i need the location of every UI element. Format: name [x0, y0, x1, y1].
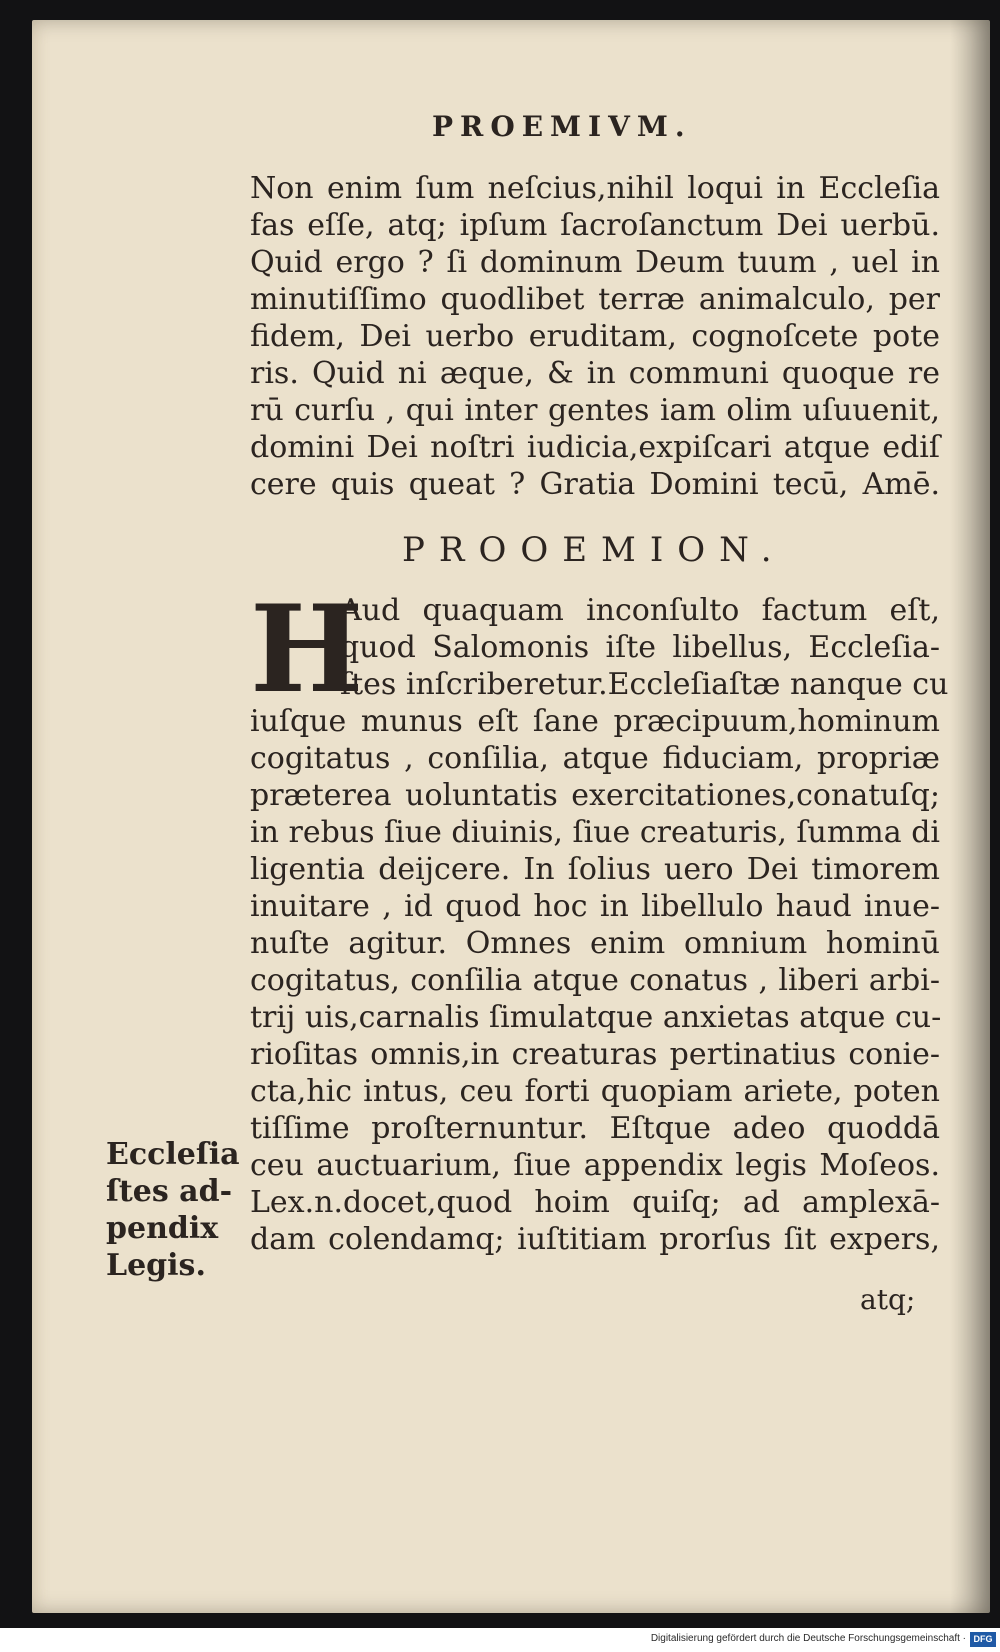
text-line: cere quis queat ? Gratia Domini tecū, Amē. [250, 467, 940, 502]
dfg-logo: DFG [970, 1632, 996, 1647]
text-line: quod Salomonis iſte libellus, Eccleſia- [340, 630, 940, 665]
paragraph-prooemion [250, 579, 949, 1258]
text-line: Aud quaquam inconſulto factum eſt, [340, 593, 940, 628]
text-line: trij uis,carnalis ſimulatque anxietas atque cu- [250, 1000, 942, 1035]
margin-note-line: Eccleſia [106, 1137, 240, 1172]
text-line: in rebus ſiue diuinis, ſiue creaturis, ſumma di [250, 815, 940, 850]
text-line: ceu auctuarium, ſiue appendix legis Moſeos. [250, 1148, 940, 1183]
text-line: cogitatus , conſilia, atque fiduciam, propriæ [250, 741, 940, 776]
text-line: nuſte agitur. Omnes enim omnium hominū [250, 926, 940, 961]
text-line: ligentia deijcere. In ſolius uero Dei timorem [250, 852, 940, 887]
text-line: domini Dei noſtri iudicia,expiſcari atque ediſ [250, 430, 940, 465]
catchword: atq; [860, 1283, 916, 1316]
text-line: tiſſime proſternuntur. Eſtque adeo quoddā [250, 1111, 940, 1146]
text-line: cta,hic intus, ceu forti quopiam ariete, poten [250, 1074, 940, 1109]
drop-capital: H [250, 579, 364, 720]
text-line: ſtes inſcriberetur.Eccleſiaſtæ nanque cu [340, 667, 949, 702]
section-title: PROOEMION. [402, 530, 786, 570]
text-line: minutiſſimo quodlibet terræ animalculo, per [250, 282, 940, 317]
text-line: Quid ergo ? ſi dominum Deum tuum , uel in [250, 245, 940, 280]
margin-note-line: ſtes ad- [106, 1174, 233, 1209]
footer-bar [0, 1628, 1000, 1652]
text-line: inuitare , id quod hoc in libellulo haud inue- [250, 889, 940, 924]
text-line: Non enim ſum neſcius,nihil loqui in Eccleſia [250, 171, 940, 206]
paragraph-proemium [250, 170, 940, 503]
margin-note-line: Legis. [106, 1248, 206, 1283]
text-line: cogitatus, conſilia atque conatus , liberi arbi- [250, 963, 940, 998]
text-line: rū curſu , qui inter gentes iam olim uſuuenit, [250, 393, 940, 428]
text-line: fidem, Dei uerbo eruditam, cognoſcete pote [250, 319, 940, 354]
marginal-note [106, 1136, 240, 1284]
text-line: Lex.n.docet,quod hoim quiſq; ad amplexā- [250, 1185, 940, 1220]
text-line: iuſque munus eſt ſane præcipuum,hominum [250, 704, 940, 739]
text-line: fas eſſe, atq; ipſum ſacroſanctum Dei uerbū. [250, 208, 940, 243]
text-line: rioſitas omnis,in creaturas pertinatius conie- [250, 1037, 940, 1072]
running-header: PROEMIVM. [432, 110, 692, 143]
text-line: dam colendamq; iuſtitiam prorſus ſit expers, [250, 1222, 940, 1257]
text-line: præterea uoluntatis exercitationes,conatuſq; [250, 778, 940, 813]
text-line: ris. Quid ni æque, & in communi quoque re [250, 356, 940, 391]
page-gutter-shadow [950, 20, 990, 1613]
margin-note-line: pendix [106, 1211, 219, 1246]
funding-credit: Digitalisierung gefördert durch die Deutsche Forschungsgemeinschaft · [650, 1633, 966, 1644]
